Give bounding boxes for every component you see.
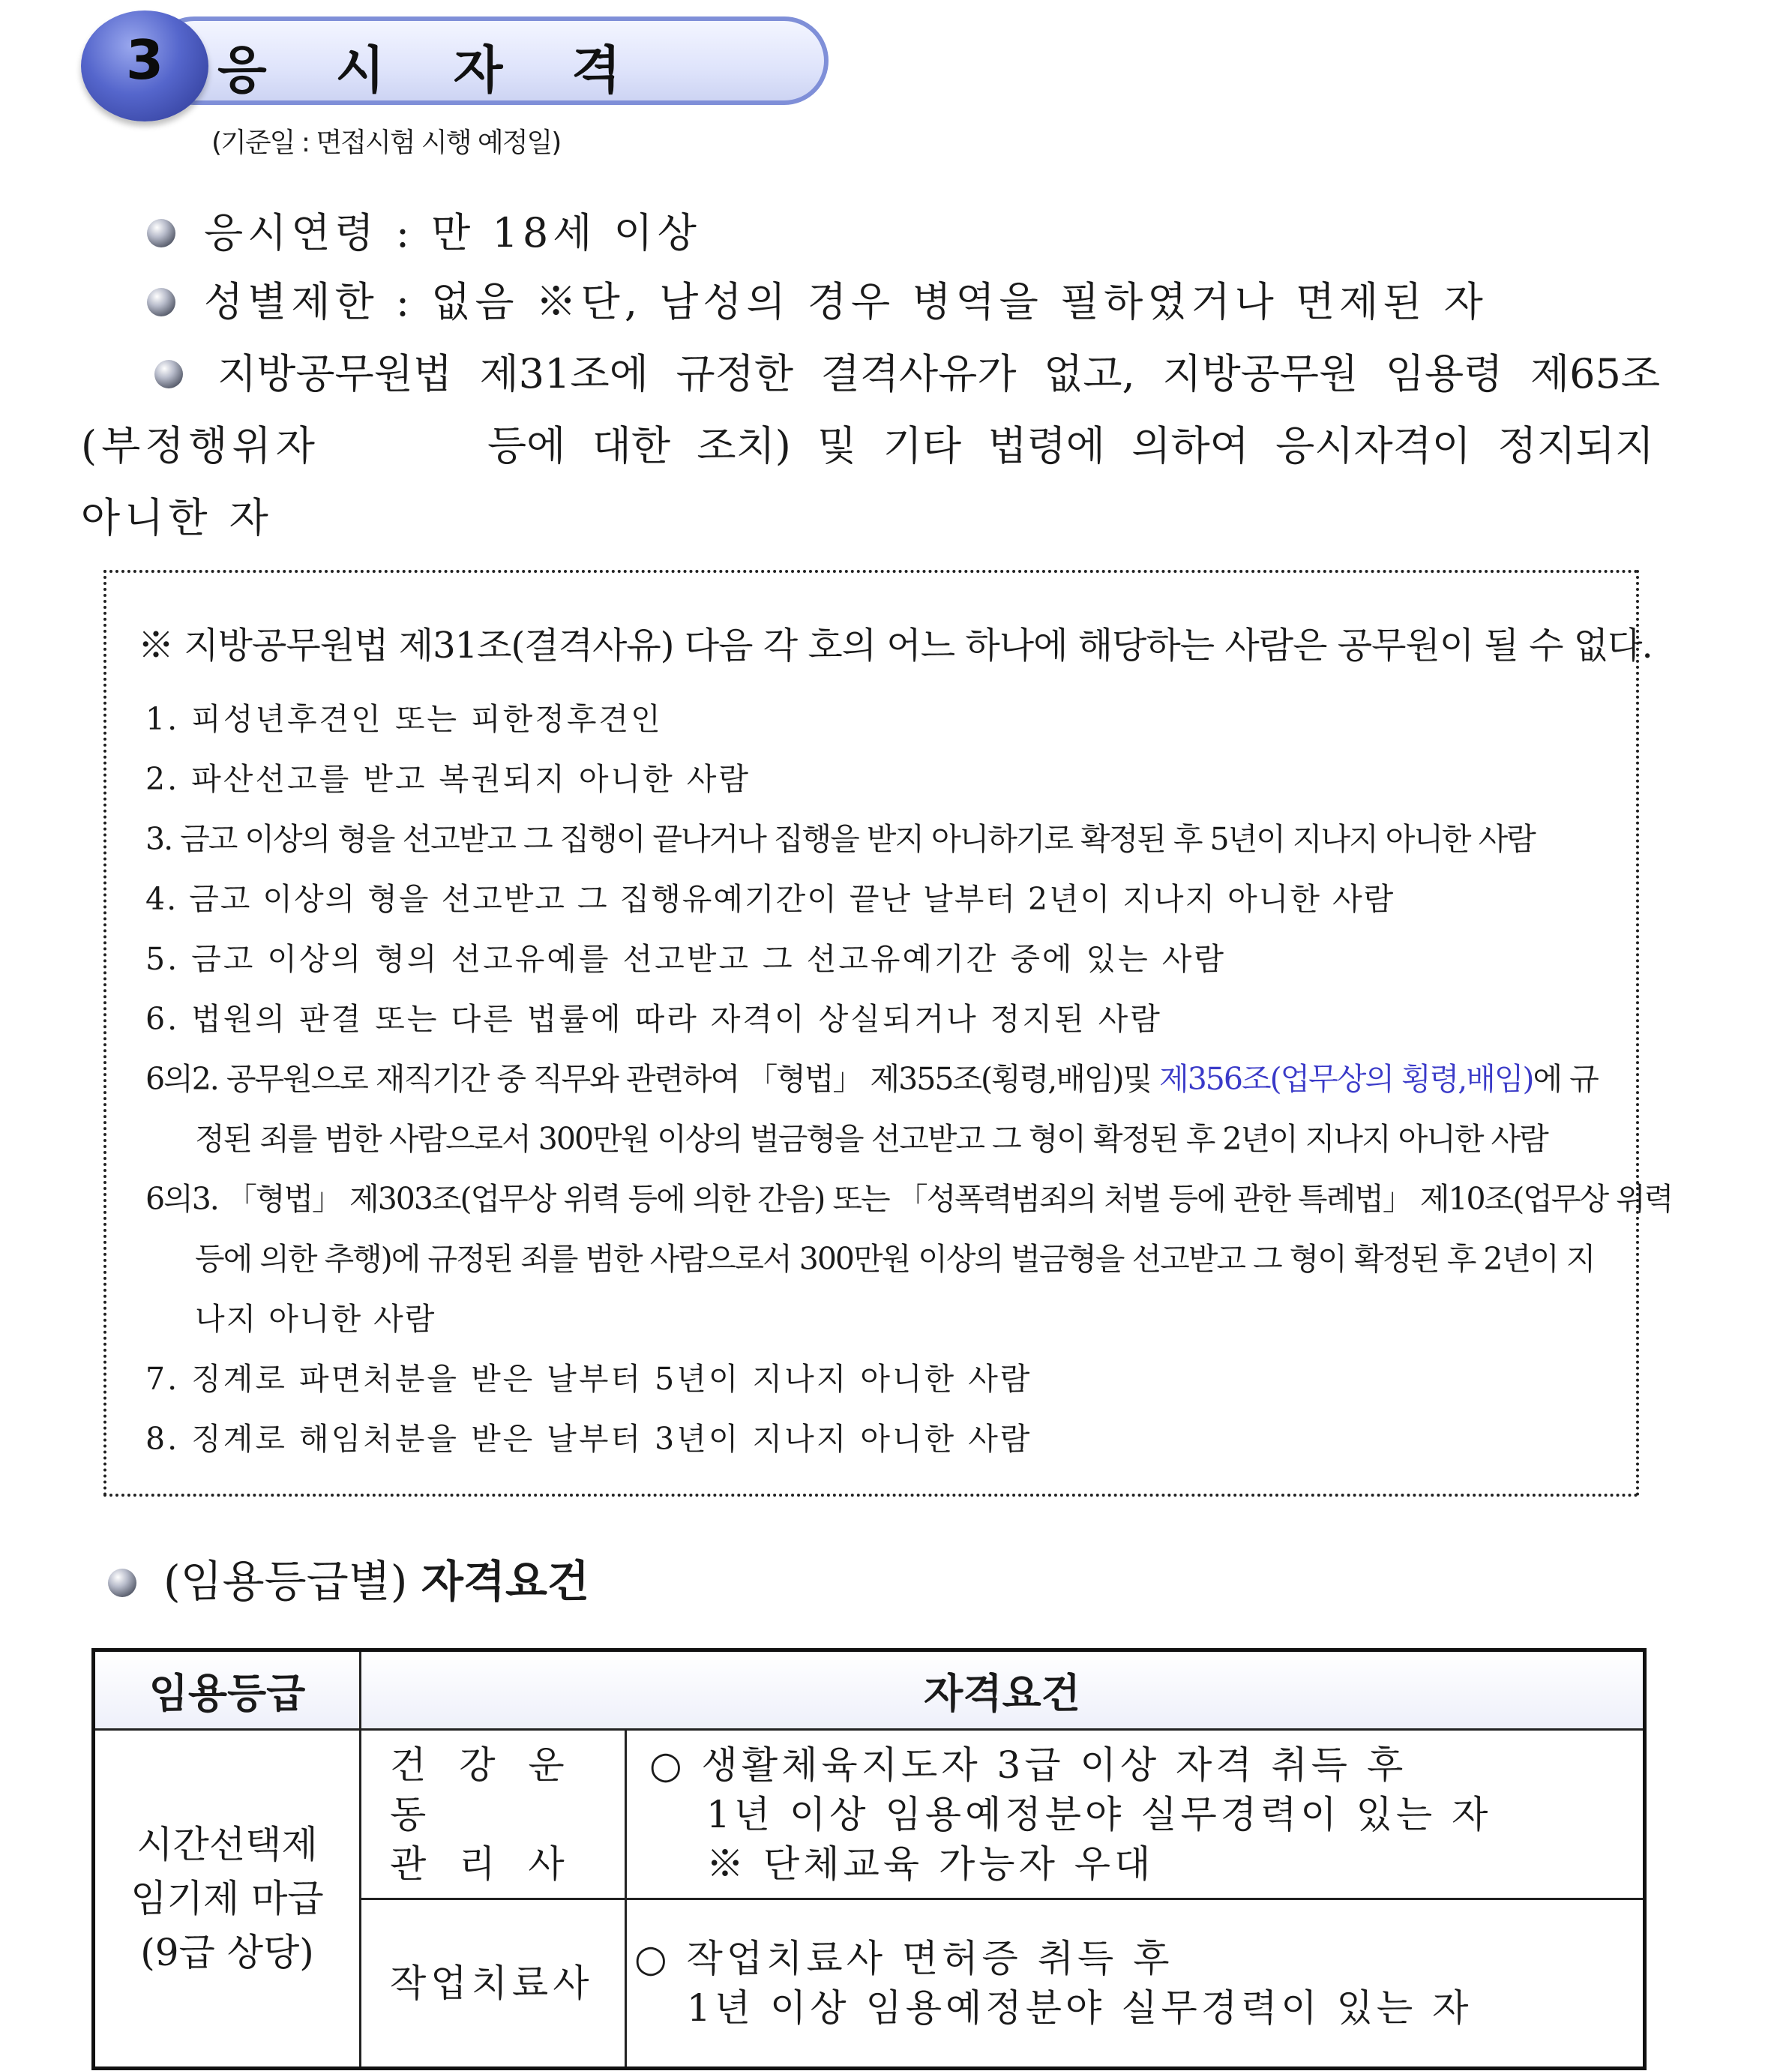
disqualification-item-3: 3. 금고 이상의 형을 선고받고 그 집행이 끝나거나 집행을 받지 아니하기로 확정된 후 5년이 지나지 아니한 사람 — [145, 821, 1535, 857]
requirements-table — [91, 1648, 1647, 2070]
grade-cell — [94, 1730, 361, 2069]
disqualification-item-6-2-cont: 정된 죄를 범한 사람으로서 300만원 이상의 벌금형을 선고받고 그 형이 확정된 후 2년이 지나지 아니한 사람 — [195, 1121, 1548, 1157]
criterion-age: 응시연령 : 만 18세 이상 — [204, 209, 701, 256]
criterion-gender: 성별제한 : 없음 ※단, 남성의 경우 병역을 필하였거나 면제된 자 — [204, 278, 1488, 325]
bullet-icon — [154, 360, 183, 388]
bullet-icon — [108, 1569, 136, 1597]
req-health-line-3: ※ 단체교육 가능자 우대 — [706, 1842, 1155, 1886]
header-grade: 임용등급 — [94, 1650, 361, 1730]
disqualification-item-7: 7. 징계로 파면처분을 받은 날부터 5년이 지나지 아니한 사람 — [145, 1361, 1032, 1397]
table-header-row — [94, 1650, 1645, 1730]
req-ot-line-2: 1년 이상 임용예정분야 실무경력이 있는 자 — [687, 1986, 1473, 2030]
field-health-line-1: 건 강 운 동 — [390, 1743, 575, 1836]
req-health-line-1: ○ 생활체육지도자 3급 이상 자격 취득 후 — [649, 1743, 1407, 1787]
disqualification-item-6-3-cont: 등에 의한 추행)에 규정된 죄를 범한 사람으로서 300만원 이상의 벌금형을 선고받고 그 형이 확정된 후 2년이 지 — [195, 1241, 1595, 1277]
disqualification-item-5: 5. 금고 이상의 형의 선고유예를 선고받고 그 선고유예기간 중에 있는 사람 — [145, 941, 1227, 977]
disqualification-item-6-2 — [145, 1054, 1598, 1098]
header-requirements: 자격요건 — [361, 1650, 1645, 1730]
req-ot-line-1: ○ 작업치료사 면허증 취득 후 — [634, 1937, 1173, 1980]
disqualification-heading: ※ 지방공무원법 제31조(결격사유) 다음 각 호의 어느 하나에 해당하는 사람은 공무원이 될 수 없다. — [138, 625, 1653, 667]
grade-line-1: 시간선택제 — [136, 1823, 318, 1866]
req-health-line-2: 1년 이상 임용예정분야 실무경력이 있는 자 — [706, 1792, 1492, 1836]
disqualification-item-1: 1. 피성년후견인 또는 피한정후견인 — [145, 701, 663, 737]
section-title: 응 시 자 격 — [217, 41, 646, 100]
disqualification-item-6-3: 6의3. 「형법」 제303조(업무상 위력 등에 의한 간음) 또는 「성폭력범죄의 처벌 등에 관한 특례법」 제10조(업무상 위력 — [145, 1181, 1673, 1217]
grade-line-2: 임기제 마급 — [130, 1877, 324, 1920]
disqualification-item-6: 6. 법원의 판결 또는 다른 법률에 따라 자격이 상실되거나 정지된 사람 — [145, 1001, 1162, 1037]
section-number: 3 — [126, 28, 164, 91]
field-ot-label: 작업치료사 — [390, 1962, 594, 2005]
requirement-cell-health — [626, 1730, 1645, 1899]
bullet-icon — [147, 288, 175, 316]
criterion-law-line2b: 등에 대한 조치) 및 기타 법령에 의하여 응시자격이 정지되지 — [487, 422, 1654, 469]
item-6-2-text-b: 에 규 — [1533, 1061, 1598, 1097]
criterion-law-line2a: (부정행위자 — [81, 422, 319, 469]
requirements-heading — [163, 1546, 589, 1609]
table-row — [94, 1730, 1645, 1899]
base-date-note: (기준일 : 면접시험 시행 예정일) — [211, 127, 561, 158]
field-cell-ot — [361, 1899, 626, 2069]
item-6-2-law-link[interactable]: 제356조(업무상의 횡령,배임) — [1159, 1061, 1533, 1097]
grade-line-3: (9급 상당) — [140, 1931, 314, 1974]
requirements-heading-paren: (임용등급별) — [163, 1556, 408, 1607]
requirement-cell-ot — [626, 1899, 1645, 2069]
field-health-line-2: 관 리 사 — [390, 1842, 575, 1886]
disqualification-item-2: 2. 파산선고를 받고 복권되지 아니한 사람 — [145, 761, 751, 797]
item-6-2-text-a: 6의2. 공무원으로 재직기간 중 직무와 관련하여 「형법」 제355조(횡령,배임)및 — [145, 1061, 1160, 1097]
disqualification-item-4: 4. 금고 이상의 형을 선고받고 그 집행유예기간이 끝난 날부터 2년이 지나지 아니한 사람 — [145, 881, 1395, 917]
disqualification-item-6-3-end: 나지 아니한 사람 — [195, 1301, 436, 1337]
requirements-heading-bold: 자격요건 — [421, 1556, 589, 1607]
criterion-law-line3: 아니한 자 — [81, 494, 273, 541]
field-cell-health — [361, 1730, 626, 1899]
bullet-icon — [147, 219, 175, 247]
criterion-law-line1: 지방공무원법 제31조에 규정한 결격사유가 없고, 지방공무원 임용령 제65조 — [217, 350, 1660, 397]
disqualification-item-8: 8. 징계로 해임처분을 받은 날부터 3년이 지나지 아니한 사람 — [145, 1421, 1032, 1457]
